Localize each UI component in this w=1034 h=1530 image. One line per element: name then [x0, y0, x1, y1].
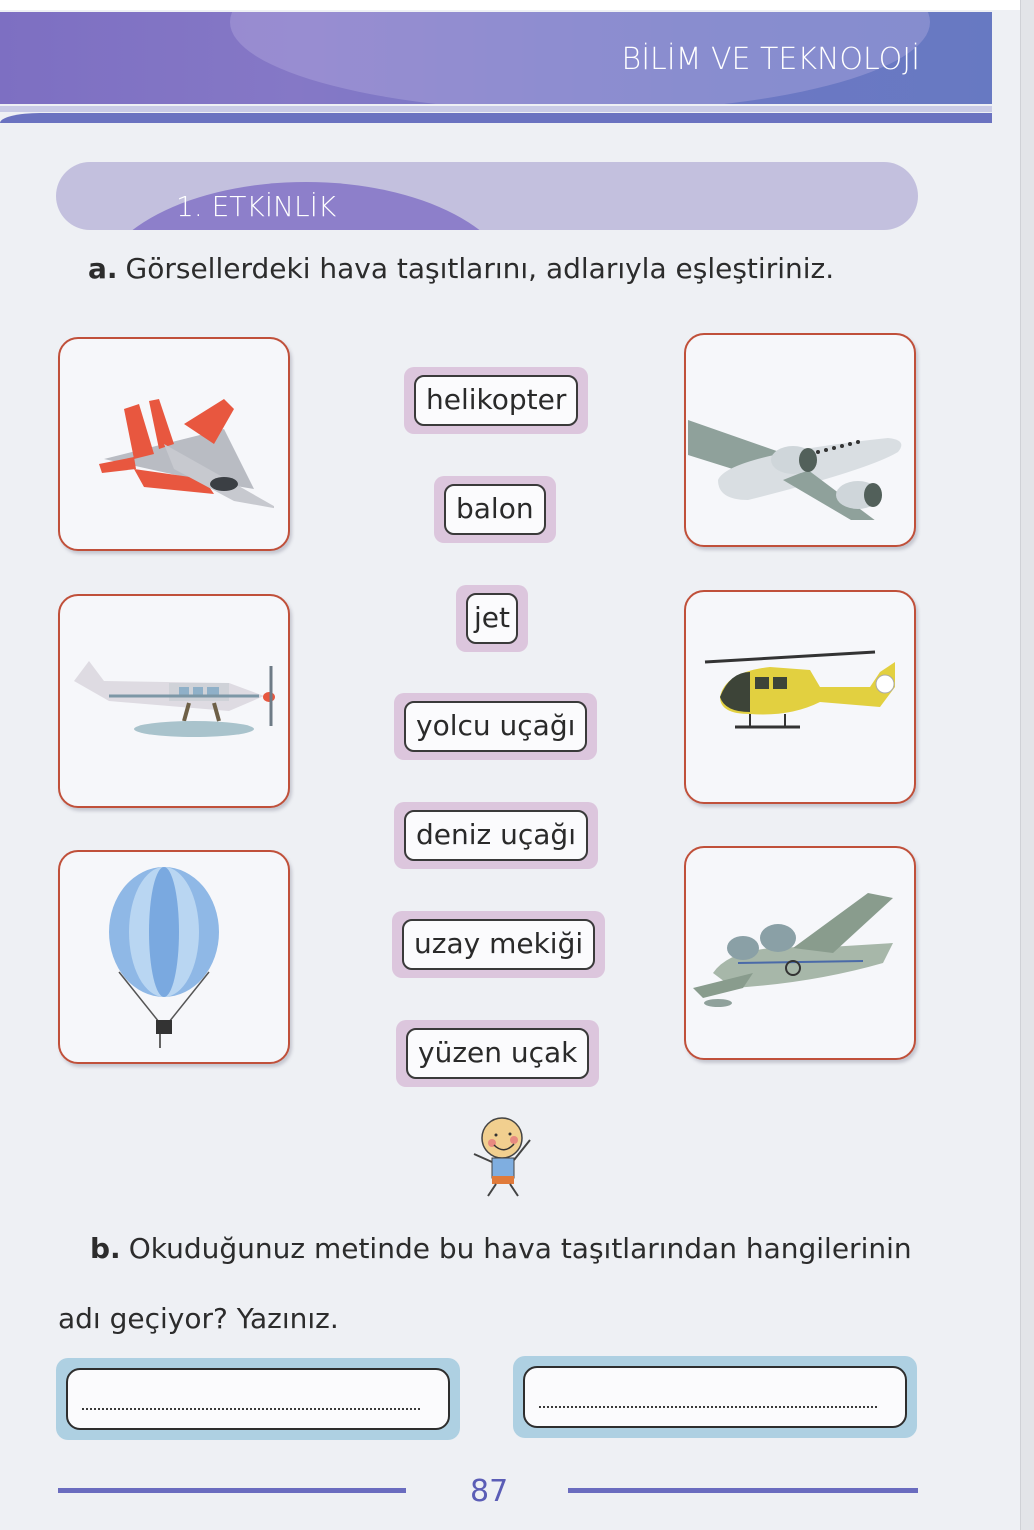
smiling-kid-icon	[462, 1110, 542, 1200]
hot-air-balloon-icon	[104, 862, 244, 1052]
answer-field-2[interactable]	[523, 1366, 907, 1428]
word-tag-balon[interactable]	[434, 476, 556, 543]
helicopter-icon	[690, 642, 910, 752]
word-tag-label: helikopter	[414, 375, 578, 426]
answer-box-2[interactable]	[513, 1356, 917, 1438]
word-tag-label: yüzen uçak	[406, 1028, 589, 1079]
word-tag-deniz-ucagi[interactable]	[394, 802, 598, 869]
footer-line-right	[568, 1488, 918, 1493]
question-a-text: Görsellerdeki hava taşıtlarını, adlarıyla eşleştiriniz.	[125, 252, 835, 285]
word-tag-label: uzay mekiği	[402, 919, 595, 970]
question-b-line2: adı geçiyor? Yazınız.	[58, 1302, 339, 1335]
word-tag-label: deniz uçağı	[404, 810, 588, 861]
card-passenger-airplane[interactable]	[684, 333, 916, 547]
card-hot-air-balloon[interactable]	[58, 850, 290, 1064]
fighter-jet-icon	[74, 369, 274, 519]
question-a-label: a.	[88, 252, 118, 285]
page-number: 87	[470, 1474, 509, 1509]
answer-box-1[interactable]	[56, 1358, 460, 1440]
word-tag-yuzen-ucak[interactable]	[396, 1020, 599, 1087]
word-tag-yolcu-ucagi[interactable]	[394, 693, 597, 760]
seaplane-icon	[69, 641, 279, 761]
answer-dotted-line	[82, 1408, 420, 1410]
header-stripe-dark	[0, 113, 992, 123]
page-top-margin	[0, 0, 1034, 10]
header-stripe	[0, 106, 992, 112]
answer-field-1[interactable]	[66, 1368, 450, 1430]
card-seaplane[interactable]	[58, 594, 290, 808]
question-a	[88, 252, 834, 285]
footer-line-left	[58, 1488, 406, 1493]
word-tag-jet[interactable]	[456, 585, 528, 652]
passenger-airplane-icon	[688, 360, 913, 520]
page-edge	[1020, 0, 1034, 1530]
word-tag-label: jet	[466, 593, 518, 644]
activity-title: 1. ETKİNLİK	[176, 190, 337, 223]
word-tag-uzay-mekigi[interactable]	[392, 911, 605, 978]
word-tag-label: balon	[444, 484, 546, 535]
answer-dotted-line	[539, 1406, 877, 1408]
activity-banner	[56, 162, 918, 230]
chapter-header	[0, 12, 992, 104]
question-b-line1	[90, 1232, 912, 1265]
question-b-text: Okuduğunuz metinde bu hava taşıtlarından hangilerinin	[128, 1232, 912, 1265]
card-fighter-jet[interactable]	[58, 337, 290, 551]
word-tag-helikopter[interactable]	[404, 367, 588, 434]
question-b-label: b.	[90, 1232, 121, 1265]
chapter-title: BİLİM VE TEKNOLOJİ	[621, 42, 920, 77]
card-flying-boat[interactable]	[684, 846, 916, 1060]
card-helicopter[interactable]	[684, 590, 916, 804]
flying-boat-icon	[693, 893, 908, 1013]
word-tag-label: yolcu uçağı	[404, 701, 587, 752]
